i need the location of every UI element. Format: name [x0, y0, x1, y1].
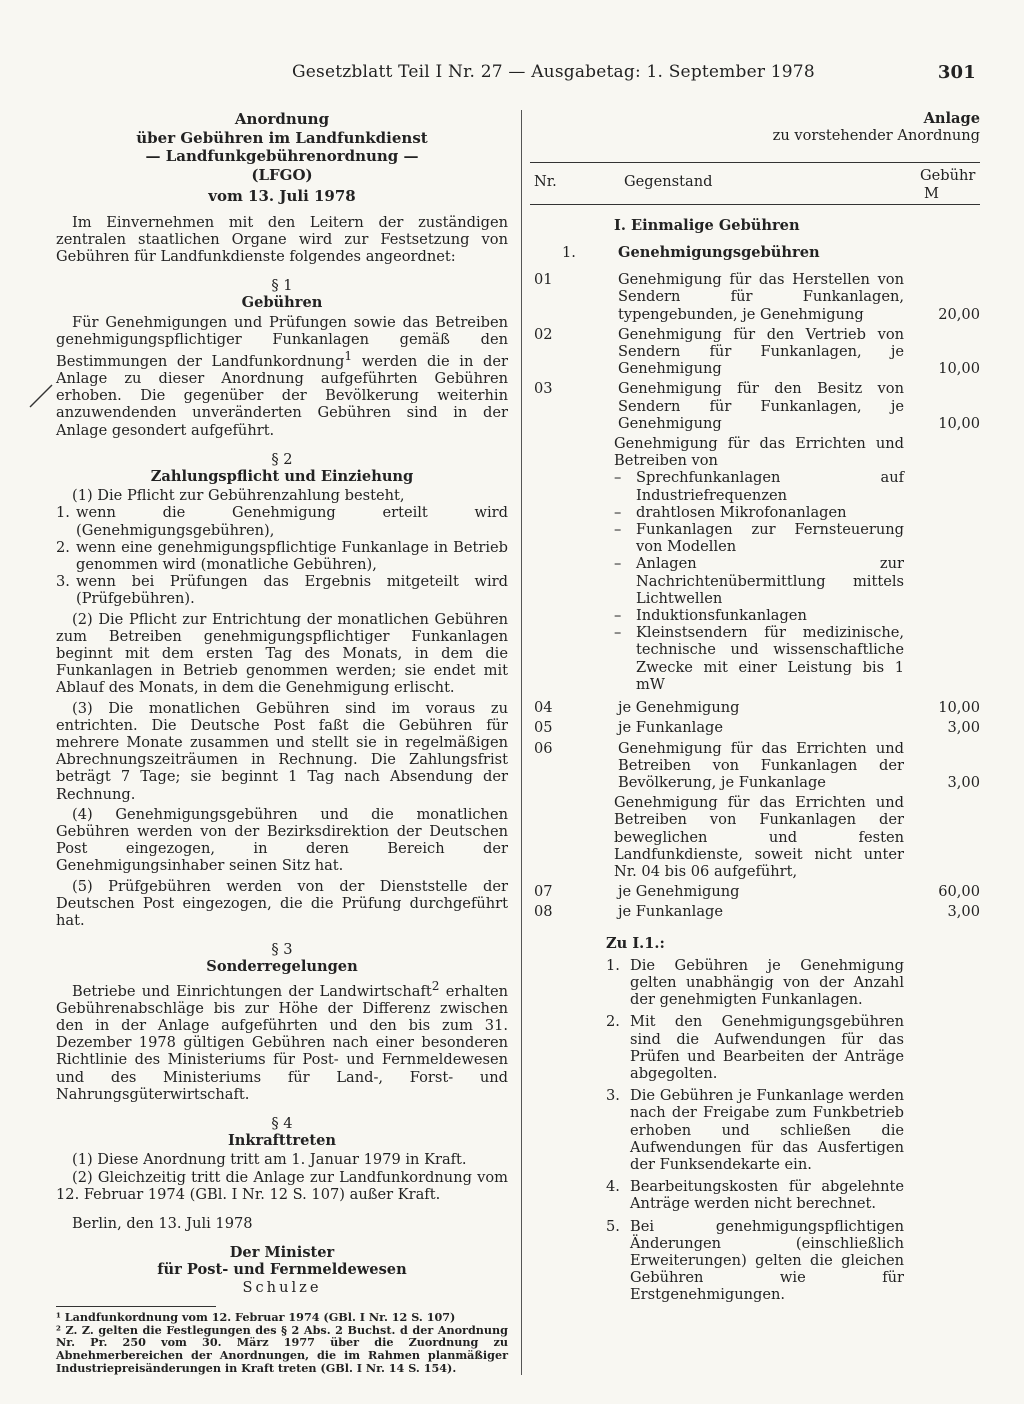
row-number: 02 [534, 325, 553, 343]
note-number: 3. [606, 1087, 620, 1105]
note-number: 1. [606, 956, 620, 974]
section-1-text [56, 314, 508, 439]
dash-item [614, 555, 904, 607]
section-2-p4: (4) Genehmigungsgebühren und die monatlichen Gebühren werden von der Bezirksdirektion der Deutschen Post eingezogen, in deren Bereich der Genehmigungsinhaber seinen Sitz hat. [56, 805, 508, 875]
dash-text: Anlagen zur Nachrichtenübermittlung mittels Lichtwellen [636, 555, 904, 607]
section-heading: I. Einmalige Gebühren [614, 216, 800, 234]
row-fee: 60,00 [938, 883, 980, 901]
dash-item [614, 624, 904, 693]
section-4-title: Inkrafttreten [227, 1132, 337, 1150]
title-line: (LFGO) [251, 165, 313, 184]
dash-item [614, 521, 904, 555]
footnote: ¹ Landfunkordnung vom 12. Februar 1974 (GBl. I Nr. 12 S. 107) [56, 1309, 456, 1324]
note-item [606, 957, 980, 1009]
column-divider [521, 110, 522, 1375]
section-4-number: § 4 [271, 1114, 293, 1132]
row-description: je Funkanlage [618, 719, 724, 737]
group-block [614, 435, 980, 693]
row-fee: 20,00 [938, 305, 980, 323]
row-number: 03 [534, 380, 553, 398]
dash-item [614, 504, 904, 521]
dash: – [614, 607, 622, 625]
table-header [530, 163, 980, 203]
group-intro: Genehmigung für das Errichten und Betreiben von [614, 435, 904, 470]
table-row [530, 903, 980, 920]
running-header [292, 62, 982, 82]
table-row [530, 883, 980, 900]
row-description: je Funkanlage [618, 903, 724, 921]
signer-name: Schulze [242, 1278, 322, 1296]
group2-intro: Genehmigung für das Errichten und Betreiben von Funkanlagen der beweglichen und festen Landfunkdienste, soweit nicht unter Nr. 04 bis 06 aufgeführt, [614, 794, 904, 880]
dash: – [614, 469, 622, 487]
row-number: 06 [534, 739, 553, 757]
row-fee: 3,00 [947, 719, 980, 737]
note-item [606, 1178, 980, 1212]
title-line: Anordnung [234, 110, 330, 128]
title-line: — Landfunkgebührenordnung — [145, 147, 419, 165]
row-number: 08 [534, 903, 553, 921]
table-rule [530, 204, 980, 205]
section-2-p3: (3) Die monatlichen Gebühren sind im voraus zu entrichten. Die Deutsche Post faßt die Gebühren für mehrere Monate zusammen und stellt sie in regelmäßigen Abrechnungszeiträumen in Rechnung. Die Zahlungsfrist beträgt 7 Tage; sie beginnt 1 Tag nach Absendung der Rechnung. [56, 699, 508, 803]
enum-text: wenn die Genehmigung erteilt wird (Genehmigungsgebühren), [76, 504, 508, 539]
page-number: 301 [937, 62, 976, 83]
running-title: Gesetzblatt Teil I Nr. 27 — Ausgabetag: 1. September 1978 [292, 62, 815, 82]
enum-item [56, 573, 508, 607]
dash-text: Funkanlagen zur Fernsteuerung von Modellen [636, 521, 904, 556]
row-description: je Genehmigung [618, 699, 740, 717]
row-description: Genehmigung für den Vertrieb von Sendern für Funkanlagen, je Genehmigung [618, 325, 904, 378]
table-row [530, 326, 980, 378]
title-date: vom 13. Juli 1978 [208, 187, 356, 205]
row-fee: 3,00 [947, 773, 980, 791]
pen-mark [28, 384, 54, 408]
row-fee: 10,00 [938, 414, 980, 432]
text-segment: werden die in der Anlage zu dieser Anordnung aufgeführten Gebühren erhoben. Die gegenüber der Bevölkerung weiterhin anzuwendenden unveränderten Gebühren sind in der Anlage gesondert aufgeführt. [56, 352, 508, 439]
subsection-title: Genehmigungsgebühren [618, 244, 820, 262]
section-1-number: § 1 [271, 277, 293, 295]
enum-text: wenn bei Prüfungen das Ergebnis mitgeteilt wird (Prüfgebühren). [76, 573, 508, 608]
enum-item [56, 504, 508, 538]
note-text: Die Gebühren je Genehmigung gelten unabhängig von der Anzahl der genehmigten Funkanlagen. [630, 956, 904, 1009]
dash: – [614, 503, 622, 521]
dash: – [614, 521, 622, 539]
enum-number: 3. [56, 573, 70, 591]
note-item [606, 1013, 980, 1082]
place-date: Berlin, den 13. Juli 1978 [72, 1214, 253, 1232]
section-4-p1: (1) Diese Anordnung tritt am 1. Januar 1979 in Kraft. [72, 1151, 467, 1169]
row-fee: 10,00 [938, 699, 980, 717]
table-row [530, 699, 980, 716]
section-3-text [56, 978, 508, 1103]
row-description: Genehmigung für den Besitz von Sendern für Funkanlagen, je Genehmigung [618, 380, 904, 432]
dash-text: Sprechfunkanlagen auf Industriefrequenzen [636, 469, 904, 504]
row-number: 07 [534, 883, 553, 901]
header-gebuehr [920, 167, 980, 201]
title-line: über Gebühren im Landfunkdienst [136, 128, 428, 147]
annex-title: Anlage [923, 110, 980, 127]
dash: – [614, 624, 622, 642]
table-row [530, 719, 980, 736]
enum-number: 1. [56, 504, 70, 522]
section-2-number: § 2 [271, 450, 293, 468]
dash-text: Kleinstsendern für medizinische, technische und wissenschaftliche Zwecke mit einer Leistung bis 1 mW [636, 624, 904, 693]
row-description: Genehmigung für das Errichten und Betreiben von Funkanlagen der Bevölkerung, je Funkanlage [618, 739, 904, 791]
row-fee: 3,00 [947, 903, 980, 921]
note-text: Bei genehmigungspflichtigen Änderungen (einschließlich Erweiterungen) gelten die gleichen Gebühren wie für Erstgenehmigungen. [630, 1217, 904, 1304]
section-1-title: Gebühren [241, 294, 323, 312]
section-3-number: § 3 [271, 941, 293, 959]
dash-text: Induktionsfunkanlagen [636, 607, 807, 625]
annex-subtitle: zu vorstehender Anordnung [772, 127, 980, 145]
footnote-ref: 1 [344, 348, 353, 363]
left-column [56, 110, 508, 1375]
row-number: 04 [534, 699, 553, 717]
note-text: Bearbeitungskosten für abgelehnte Anträge werden nicht berechnet. [630, 1178, 904, 1213]
footnote-ref: 2 [431, 978, 440, 993]
table-row [530, 380, 980, 432]
note-number: 4. [606, 1178, 620, 1196]
dash-item [614, 469, 904, 503]
row-fee: 10,00 [938, 360, 980, 378]
text-segment: Betriebe und Einrichtungen der Landwirtschaft [72, 982, 432, 1000]
section-2-p2: (2) Die Pflicht zur Entrichtung der monatlichen Gebühren zum Betreiben genehmigungspflichtiger Funkanlagen beginnt mit dem ersten Tag des Monats, in dem die Funkanlagen in Betrieb genommen werden; sie endet mit Ablauf des Monats, in dem die Genehmigung erlischt. [56, 610, 508, 697]
ordinance-title [56, 110, 508, 206]
note-text: Die Gebühren je Funkanlage werden nach der Freigabe zum Funkbetrieb erhoben und schließen die Aufwendungen für das Ausfertigen der Funksendekarte ein. [630, 1087, 904, 1173]
table-row [530, 740, 980, 792]
section-2-p1-lead: (1) Die Pflicht zur Gebührenzahlung besteht, [72, 487, 405, 505]
section-3-title: Sonderregelungen [206, 958, 358, 976]
note-text: Mit den Genehmigungsgebühren sind die Aufwendungen für das Prüfen und Bearbeiten der Anträge abgegolten. [630, 1013, 904, 1082]
signer-title: für Post- und Fernmeldewesen [157, 1261, 407, 1279]
row-description: Genehmigung für das Herstellen von Sendern für Funkanlagen, typengebunden, je Genehmigung [618, 271, 904, 323]
right-column [530, 110, 980, 1304]
signer-title: Der Minister [229, 1244, 335, 1262]
header-unit: M [924, 184, 939, 202]
section-4-p2: (2) Gleichzeitig tritt die Anlage zur Landfunkordnung vom 12. Februar 1974 (GBl. I Nr. 12 S. 107) außer Kraft. [56, 1168, 508, 1203]
row-number: 01 [534, 271, 553, 289]
enum-number: 2. [56, 538, 70, 556]
enum-item [56, 539, 508, 573]
note-item [606, 1218, 980, 1304]
dash-text: drahtlosen Mikrofonanlagen [636, 503, 847, 521]
subsection-heading [530, 244, 980, 261]
enum-text: wenn eine genehmigungspflichtige Funkanlage in Betrieb genommen wird (monatliche Gebühren), [76, 538, 508, 574]
row-number: 05 [534, 719, 553, 737]
section-2-p5: (5) Prüfgebühren werden von der Dienststelle der Deutschen Post eingezogen, die die Prüfung durchgeführt hat. [56, 877, 508, 930]
dash-item [614, 607, 904, 624]
text-segment: Für Genehmigungen und Prüfungen sowie das Betreiben genehmigungspflichtiger Funkanlagen gemäß den Bestimmungen der Landfunkordnung [56, 313, 508, 370]
header-gebuehr-label: Gebühr [920, 167, 976, 185]
header-nr: Nr. [534, 173, 557, 191]
note-number: 2. [606, 1013, 620, 1031]
footnote: ² Z. Z. gelten die Festlegungen des § 2 Abs. 2 Buchst. d der Anordnung Nr. Pr. 250 vom 30. März 1977 über die Zuordnung zu Abnehmerbereichen der Anordnungen, die im Rahmen planmäßiger Industriepreisänderungen in Kraft treten (GBl. I Nr. 14 S. 154). [56, 1322, 508, 1375]
table-row [530, 271, 980, 323]
text-segment: erhalten Gebührenabschläge bis zur Höhe der Differenz zwischen den in der Anlage aufgeführten und den bis zum 31. Dezember 1978 gültigen Gebühren nach einer besonderen Richtlinie des Ministeriums für Post- und Fernmeldewesen und des Ministeriums für Land-, Forst- und Nahrungsgüterwirtschaft. [56, 982, 509, 1103]
intro-paragraph: Im Einvernehmen mit den Leitern der zuständigen zentralen staatlichen Organe wird zur Festsetzung von Gebühren für Landfunkdienste folgendes angeordnet: [56, 213, 508, 265]
subsection-number: 1. [562, 244, 576, 262]
notes-title: Zu I.1.: [606, 934, 665, 952]
note-item [606, 1087, 980, 1173]
dash: – [614, 555, 622, 573]
header-gegenstand: Gegenstand [624, 173, 713, 191]
row-description: je Genehmigung [618, 883, 740, 901]
note-number: 5. [606, 1217, 620, 1235]
section-2-title: Zahlungspflicht und Einziehung [150, 468, 414, 485]
